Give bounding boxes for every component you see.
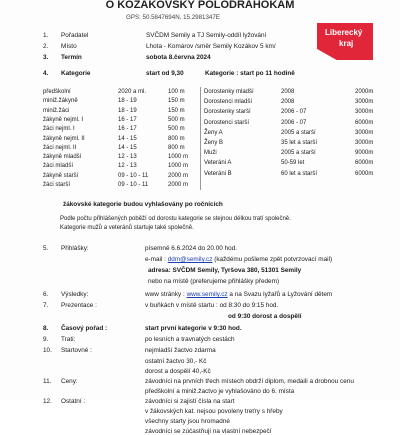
right-cat-name: Dorostenci mladší: [204, 99, 253, 106]
other-number: 12.: [43, 398, 52, 405]
left-cat-dist: 2000 m: [168, 172, 189, 179]
left-cat-name: předškolní: [43, 89, 71, 95]
right-cat-year: 2005 a starší: [281, 150, 316, 157]
categories-label: Kategorie: [61, 70, 91, 77]
left-cat-year: 16 - 17: [118, 116, 137, 123]
right-cat-dist: 6000m: [355, 119, 374, 126]
tracks-number: 9.: [43, 336, 49, 343]
liberecky-kraj-logo: [317, 23, 373, 60]
left-cat-name: žáci nejml. I: [43, 126, 75, 133]
page-title: O KOZÁKOVSKÝ POLODRAHOKAM: [105, 0, 295, 11]
registration-time-youth: v buňkách v místě startu : od 8:30 do 9:15 hod.: [145, 302, 279, 309]
info-label: Pořadatel: [61, 32, 89, 39]
email-link[interactable]: ddm@semily.cz: [167, 256, 213, 263]
right-cat-name: Ženy A: [204, 129, 223, 136]
email-prefix: e-mail :: [145, 256, 166, 263]
fee-youngest: nejmladší žactvo zdarma: [145, 347, 216, 354]
registration-number: 7.: [43, 302, 49, 309]
right-cat-dist: 3000m: [355, 140, 374, 146]
other-line4: závodníci se zúčastňují na vlastní nebezpečí: [145, 428, 272, 435]
fee-number: 10.: [43, 347, 52, 354]
right-cat-name: Dorostenky mladší: [204, 89, 254, 95]
right-cat-dist: 2000m: [355, 89, 374, 95]
left-cat-dist: 100 m: [168, 89, 185, 95]
results-number: 6.: [43, 291, 49, 298]
results-label: Výsledky:: [61, 291, 89, 298]
left-cat-year: 09 - 10 - 11: [118, 172, 149, 179]
left-cat-year: 18 - 19: [118, 98, 137, 105]
right-cat-name: Dorostenci starší: [204, 119, 250, 126]
right-cat-name: Dorostenky starší: [204, 109, 251, 116]
info-number: 2.: [43, 43, 49, 50]
left-cat-dist: 800 m: [168, 144, 185, 151]
other-line2: v žákovských kat. nejsou povoleny treťry s hřeby: [145, 408, 283, 415]
left-cat-dist: 500 m: [168, 126, 185, 133]
results-prefix: www stránky :: [145, 291, 185, 298]
left-cat-name: miniž.žáci: [43, 107, 70, 114]
tracks-label: Trati:: [61, 336, 76, 343]
right-cat-name: Veteráni A: [204, 160, 232, 167]
right-cat-dist: 3000m: [355, 129, 374, 136]
registration-label: Prezentace :: [61, 302, 97, 309]
other-line3: všechny starty jsou hromadné: [145, 418, 230, 425]
left-cat-dist: 1000 m: [168, 154, 189, 161]
left-cat-name: žákyně starší: [43, 172, 79, 179]
results-suffix: a na Svazu lyžařů a Lyžování dětem: [229, 291, 333, 298]
other-line1: závodníci si zajistí čísla na start: [145, 398, 235, 405]
left-cat-name: žáci mladší: [43, 163, 74, 170]
right-cat-year: 60 let a starší: [281, 170, 318, 177]
right-cat-dist: 6000m: [355, 170, 374, 177]
left-cat-name: žákyně nejml. II: [43, 135, 85, 142]
fee-label: Startovné :: [61, 347, 92, 354]
categories-number: 4.: [43, 70, 49, 77]
right-cat-dist: 6000m: [355, 160, 374, 167]
applications-number: 5.: [43, 245, 49, 252]
left-cat-name: žáci starší: [43, 182, 71, 188]
table-divider: [200, 87, 201, 190]
prizes-number: 11.: [43, 378, 52, 385]
right-cat-dist: 3000m: [355, 109, 374, 116]
left-cat-year: 12 - 13: [118, 154, 137, 161]
left-cat-dist: 1000 m: [168, 163, 189, 170]
left-cat-year: 14 - 15: [118, 135, 137, 142]
logo-text-line1: Liberecký: [325, 28, 363, 37]
prizes-label: Ceny:: [61, 378, 78, 385]
info-label: Místo: [61, 43, 77, 50]
tracks-value: po lesních a travnatých cestách: [145, 336, 235, 343]
fee-youth: ostatní žactvo 30,- Kč: [145, 358, 207, 365]
prize-heading: žákovské kategorie budou vyhlašovány po ročnících: [63, 201, 223, 208]
right-cat-year: 2005 a starší: [281, 129, 316, 136]
results-line: [145, 292, 332, 298]
right-cat-year: 2006 - 07: [281, 109, 307, 116]
start-left-label: start od 9,30: [146, 70, 184, 77]
right-cat-year: 2006 - 07: [281, 119, 307, 126]
start-right-label: Kategorie : start po 11 hodině: [205, 70, 295, 77]
other-label: Ostatní :: [61, 398, 86, 405]
left-cat-year: 12 - 13: [118, 163, 137, 170]
right-cat-year: 2008: [281, 99, 295, 106]
gps-coordinates: GPS: 50.5847694N, 15.2981347E: [126, 14, 220, 21]
left-cat-dist: 150 m: [168, 107, 185, 114]
applications-address: adresa: SVČDM Semily, Tyršova 380, 51301 Semily: [148, 267, 302, 274]
right-cat-dist: 9000m: [355, 150, 374, 157]
info-value: SVČDM Semily a TJ Semily-oddíl lyžování: [146, 32, 267, 39]
logo-text-line2: kraj: [339, 39, 354, 48]
left-cat-year: 18 - 19: [118, 107, 137, 114]
right-cat-year: 35 let a starší: [281, 140, 318, 146]
schedule-value: start první kategorie v 9:30 hod.: [145, 325, 242, 332]
schedule-label: Časový pořad :: [61, 325, 108, 332]
fee-adults: dorost a dospělí 40,-Kč: [145, 368, 211, 375]
left-cat-year: 09 - 10 - 11: [118, 182, 149, 188]
left-cat-dist: 2000 m: [168, 182, 189, 188]
prize-note-line1: Podle počtu přihlášených poběží od dorostu kategorie se stejnou délkou tratí společně.: [60, 216, 291, 222]
prize-note-line2: Kategorie mužů a veteránů startuje také společně.: [60, 225, 194, 231]
right-cat-name: Muži: [204, 150, 217, 157]
left-cat-name: žáci nejml. II: [43, 144, 77, 151]
left-cat-year: 14 - 15: [118, 144, 137, 151]
registration-time-adults: od 9:30 dorost a dospělí: [228, 313, 302, 320]
right-cat-name: Veteráni B: [204, 170, 232, 177]
left-cat-dist: 500 m: [168, 116, 185, 123]
info-label: Termín: [61, 54, 82, 61]
prizes-line2: předškolní a miniž.žactvo je vyhlašováno do 6. místa: [145, 388, 295, 395]
left-cat-year: 16 - 17: [118, 126, 137, 133]
right-cat-name: Ženy B: [204, 140, 224, 146]
right-cat-year: 50-59 let: [281, 160, 305, 167]
right-cat-year: 2008: [281, 89, 295, 95]
left-cat-year: 2020 a ml.: [118, 89, 147, 95]
applications-label: Přihlášky:: [61, 245, 89, 252]
info-number: 1.: [43, 32, 49, 39]
left-cat-name: žákyně nejml. I: [43, 116, 84, 123]
right-cat-dist: 3000m: [355, 99, 374, 106]
left-cat-name: žákyně mladší: [43, 154, 82, 161]
applications-deadline: písemně 6.6.2024 do 20.00 hod.: [145, 245, 238, 252]
applications-onsite: nebo na místě (preferujeme přihlášky předem): [148, 278, 280, 285]
applications-email-line: [145, 257, 332, 263]
info-value: sobota 8.června 2024: [146, 54, 211, 61]
email-note: (každému pošleme zpět potvrzovací mail): [214, 256, 333, 263]
left-cat-name: miniž.žákyně: [43, 98, 78, 105]
prizes-line1: závodníci na prvních třech místech obdrží diplom, medaili a drobnou cenu: [145, 378, 354, 385]
results-link[interactable]: www.semily.cz: [186, 291, 228, 298]
left-cat-dist: 150 m: [168, 98, 185, 105]
schedule-number: 8.: [43, 325, 49, 332]
left-cat-dist: 800 m: [168, 135, 185, 142]
info-value: Lhota - Komárov /směr Semily Kozákov 5 km/: [146, 43, 276, 50]
info-number: 3.: [43, 54, 49, 61]
